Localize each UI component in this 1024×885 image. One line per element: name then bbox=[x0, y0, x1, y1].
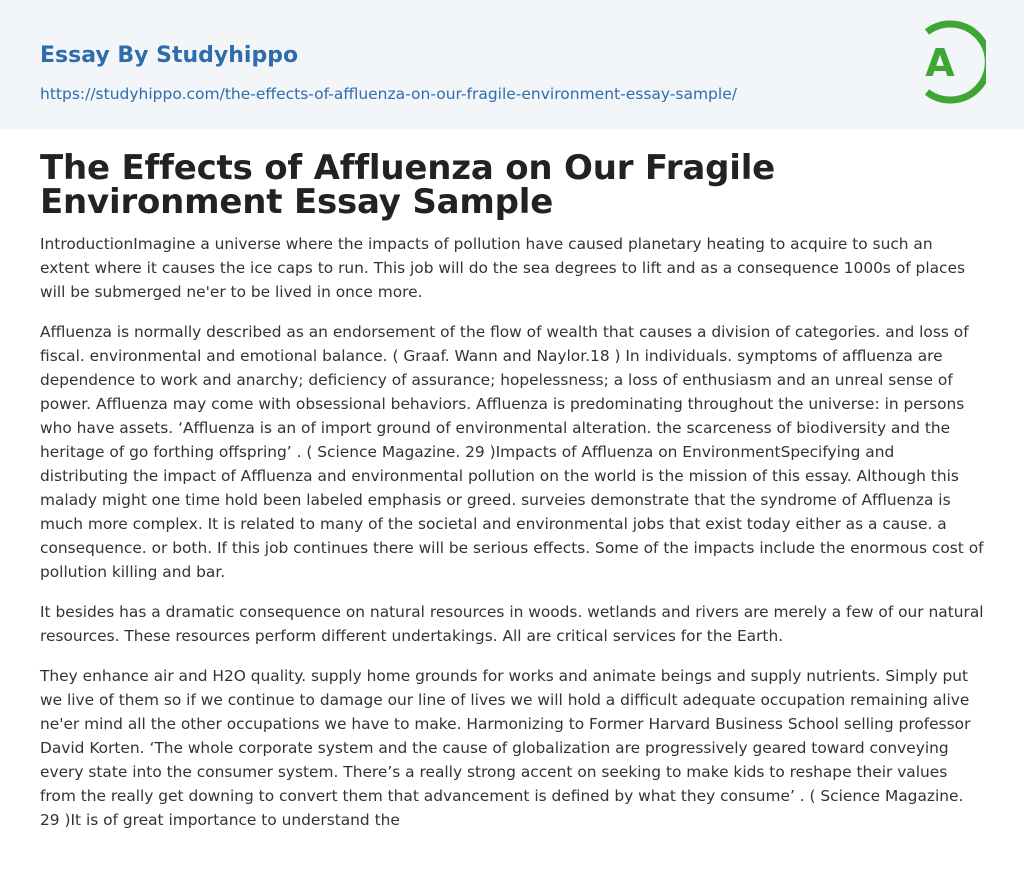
logo-letter: A bbox=[925, 41, 955, 85]
page-title: The Effects of Affluenza on Our Fragile Environment Essay Sample bbox=[40, 148, 776, 222]
site-title[interactable]: Essay By Studyhippo bbox=[40, 43, 299, 68]
site-header bbox=[0, 0, 1024, 129]
article bbox=[40, 148, 984, 848]
essay-paragraph: They enhance air and H2O quality. supply home grounds for works and animate beings and supply nutrients. Simply put we live of them so if we continue to damage our line of lives we will hold a difficult adequate occupation remaining alive ne'er mind all the other occupations we have to make. Harmonizing to Former Harvard Business School selling professor David Korten. ‘The whole corporate system and the cause of globalization are progressively geared toward conveying every state into the consumer system. There’s a really strong accent on seeking to make kids to reshape their values from the really get downing to convert them that advancement is defined by what they consume’ . ( Science Magazine. 29 )It is of great importance to understand the bbox=[40, 667, 971, 829]
essay-url-link[interactable]: https://studyhippo.com/the-effects-of-affluenza-on-our-fragile-environment-essay-sample/ bbox=[40, 85, 737, 103]
studyhippo-logo-icon[interactable] bbox=[914, 20, 986, 104]
essay-paragraph: Affluenza is normally described as an endorsement of the flow of wealth that causes a division of categories. and loss of fiscal. environmental and emotional balance. ( Graaf. Wann and Naylor.18 ) In individuals. symptoms of affluenza are dependence to work and anarchy; deficiency of assurance; hopelessness; a loss of enthusiasm and an unreal sense of power. Affluenza may come with obsessional behaviors. Affluenza is predominating throughout the universe: in persons who have assets. ‘Affluenza is an of import ground of environmental alteration. the scarceness of biodiversity and the heritage of go forthing offspring’ . ( Science Magazine. 29 )Impacts of Affluenza on EnvironmentSpecifying and distributing the impact of Affluenza and environmental pollution on the world is the mission of this essay. Although this malady might one time hold been labeled emphasis or greed. surveies demonstrate that the syndrome of Affluenza is much more complex. It is related to many of the societal and environmental jobs that exist today either as a cause. a consequence. or both. If this job continues there will be serious effects. Some of the impacts include the enormous cost of pollution killing and bar. bbox=[40, 323, 984, 581]
essay-body bbox=[40, 232, 984, 832]
essay-paragraph: It besides has a dramatic consequence on natural resources in woods. wetlands and rivers are merely a few of our natural resources. These resources perform different undertakings. All are critical services for the Earth. bbox=[40, 603, 984, 645]
essay-paragraph: IntroductionImagine a universe where the impacts of pollution have caused planetary heating to acquire to such an extent where it causes the ice caps to run. This job will do the sea degrees to lift and as a consequence 1000s of places will be submerged ne'er to be lived in once more. bbox=[40, 235, 965, 301]
